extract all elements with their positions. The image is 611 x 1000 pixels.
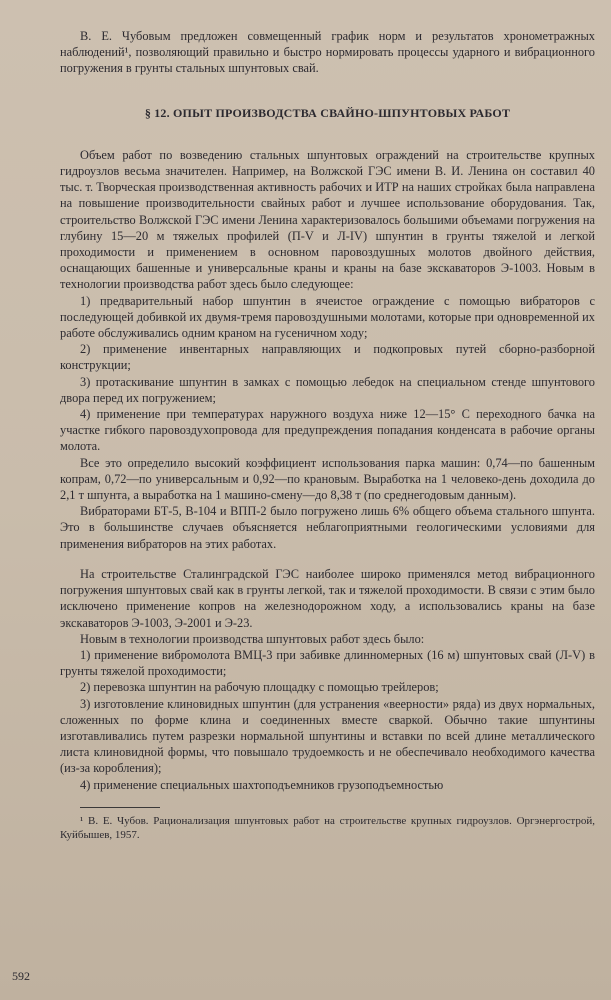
list-item-4: 4) применение при температурах наружного воздуха ниже 12—15° С переходного бачка на участке гибкого паровоздухопровода для предупреждения попадания конденсата в рабочие органы молота. (60, 407, 595, 454)
footnote: ¹ В. Е. Чубов. Рационализация шпунтовых работ на строительстве крупных гидроузлов. Оргэнергострой, Куйбышев, 1957. (60, 814, 595, 841)
section-heading: § 12. ОПЫТ ПРОИЗВОДСТВА СВАЙНО-ШПУНТОВЫХ РАБОТ (144, 105, 511, 120)
footnote-divider (80, 807, 160, 808)
paragraph-volume: Объем работ по возведению стальных шпунтовых ограждений на строительстве крупных гидроузлов весьма значителен. Например, на Волжской ГЭС имени В. И. Ленина он составил 40 тыс. т. Творческая производственная активность рабочих и ИТР на наших стройках была направлена на повышение производительности свайных работ и лучшее использование оборудования. Так, строительство Волжской ГЭС имени Ленина характеризовалось большими объемами погружения на глубину 15—20 м тяжелых профилей (П-V и Л-IV) шпунтин в грунты тяжелой и легкой проходимости и применением в основном паровоздушных молотов двойного действия, оснащающих башенные и универсальные краны и краны на базе экскаваторов Э-1003. Новым в технологии производства работ здесь было следующее: (60, 147, 595, 292)
paragraph-vibrators: Вибраторами БТ-5, В-104 и ВПП-2 было погружено лишь 6% общего объема стального шпунта. Это в большинстве случаев объясняется неблагоприятными геологическими условиями для применения вибраторов на этих работах. (60, 504, 595, 551)
paragraph-new-tech: Новым в технологии производства шпунтовых работ здесь было: (80, 631, 425, 646)
page-number: 592 (12, 969, 30, 983)
sublist-item-2: 2) перевозка шпунтин на рабочую площадку с помощью трейлеров; (80, 680, 439, 695)
paragraph-coefficient: Все это определило высокий коэффициент использования парка машин: 0,74—по башенным копрам, 0,72—по универсальным и 0,92—по крановым. Выработка на 1 человеко-день доходила до 2,1 т шпунта, а выработка на 1 машино-смену—до 8,38 т (по среднегодовым данным). (60, 455, 595, 503)
list-item-3: 3) протаскивание шпунтин в замках с помощью лебедок на специальном стенде шпунтового двора перед их погружением; (60, 374, 595, 405)
sublist-item-3: 3) изготовление клиновидных шпунтин (для устранения «веерности» ряда) из двух нормальных, сложенных по форме клина и соединенных вместе сваркой. Обычно такие шпунтины изготавливались путем разрезки нормальной шпунтины и вставки по всей длине металлического листа клиновидной формы, что повышало трудоемкость и не обеспечивало необходимого качества (из-за коробления); (60, 696, 595, 776)
list-item-2: 2) применение инвентарных направляющих и подкопровых путей сборно-разборной конструкции; (60, 342, 595, 373)
list-item-1: 1) предварительный набор шпунтин в ячеистое ограждение с помощью вибраторов с последующей добивкой их двумя-тремя паровоздушными молотами, которые при одновременной их работе обслуживались одним краном на гусеничном ходу; (60, 293, 595, 341)
paragraph-stalingrad: На строительстве Сталинградской ГЭС наиболее широко применялся метод вибрационного погружения шпунтовых свай как в грунты легкой, так и тяжелой проходимости. В связи с этим было исключено применение копров на железнодорожном ходу, а использовались краны на базе экскаваторов Э-1003, Э-2001 и Э-23. (60, 566, 595, 630)
sublist-item-1: 1) применение вибромолота ВМЦ-3 при забивке длинномерных (16 м) шпунтовых свай (Л-V) в грунты тяжелой проходимости; (60, 647, 595, 679)
intro-paragraph: В. Е. Чубовым предложен совмещенный график норм и результатов хронометражных наблюдений¹, позволяющий правильно и быстро нормировать процессы ударного и вибрационного погружения в грунты стальных шпунтовых свай. (60, 29, 595, 76)
sublist-item-4: 4) применение специальных шахтоподъемников грузоподъемностью (80, 777, 444, 792)
